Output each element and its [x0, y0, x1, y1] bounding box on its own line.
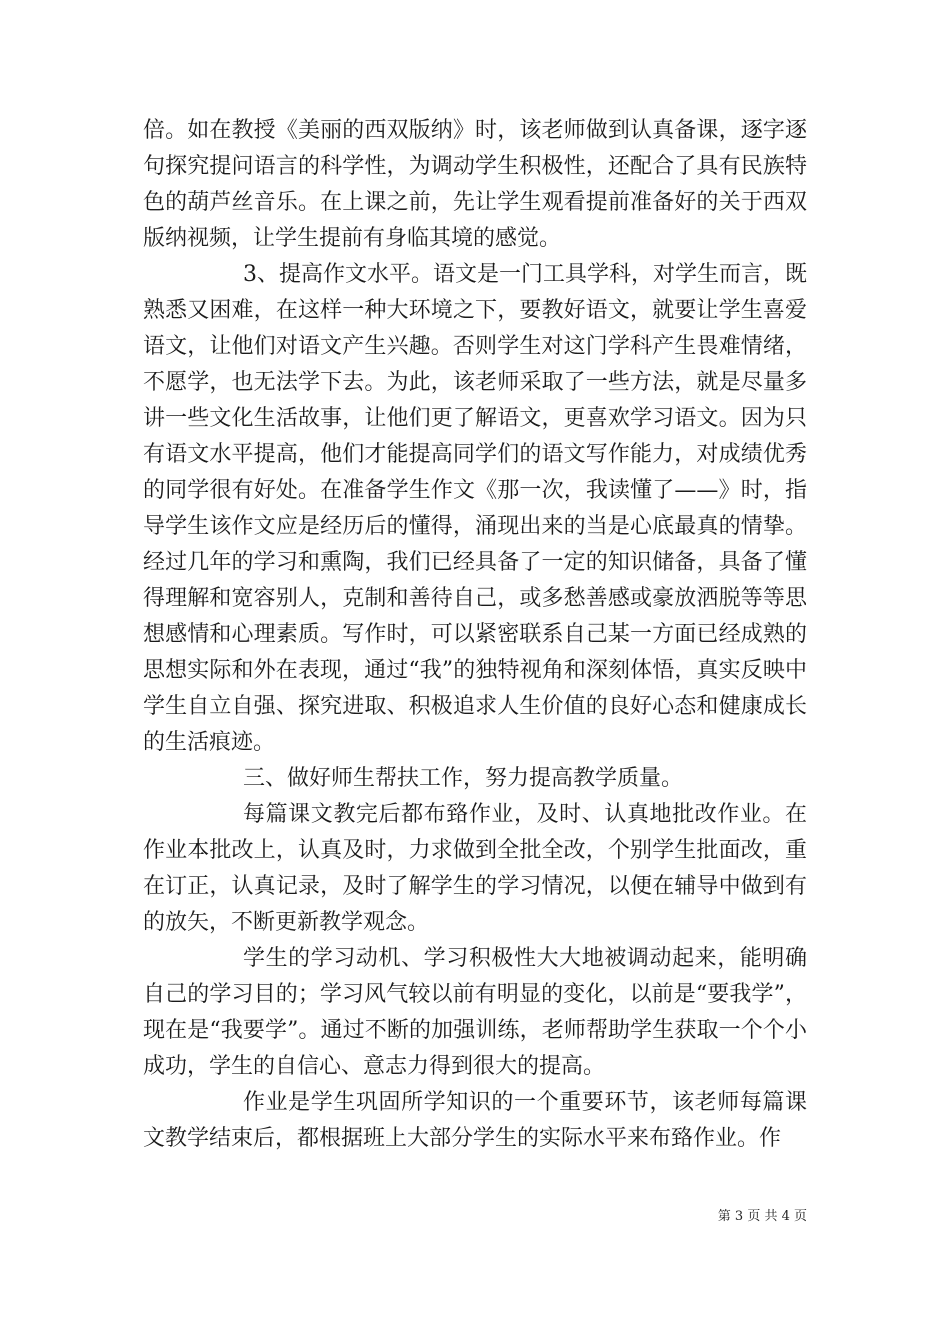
paragraph-student-motivation: 学生的学习动机、学习积极性大大地被调动起来，能明确自己的学习目的；学习风气较以前有明显的变化，以前是“要我学”，现在是“我要学”。通过不断的加强训练，老师帮助学生获取一个个小成功，学生的自信心、意志力得到很大的提高。	[143, 946, 807, 1079]
document-body	[143, 113, 807, 1157]
paragraph-homework-importance: 作业是学生巩固所学知识的一个重要环节，该老师每篇课文教学结束后，都根据班上大部分学生的实际水平来布臵作业。作	[143, 1090, 807, 1151]
paragraph-homework-correction: 每篇课文教完后都布臵作业，及时、认真地批改作业。在作业本批改上，认真及时，力求做到全批全改，个别学生批面改，重在订正，认真记录，及时了解学生的学习情况，以便在辅导中做到有的放矢，不断更新教学观念。	[143, 802, 807, 935]
page-footer: 第 3 页 共 4 页	[717, 1209, 807, 1224]
paragraph-continuation: 倍。如在教授《美丽的西双版纳》时，该老师做到认真备课，逐字逐句探究提问语言的科学性，为调动学生积极性，还配合了具有民族特色的葫芦丝音乐。在上课之前，先让学生观看提前准备好的关于西双版纳视频，让学生提前有身临其境的感觉。	[143, 118, 807, 251]
paragraph-writing-level: 3、提高作文水平。语文是一门工具学科，对学生而言，既熟悉又困难，在这样一种大环境之下，要教好语文，就要让学生喜爱语文，让他们对语文产生兴趣。否则学生对这门学科产生畏难情绪，不愿学，也无法学下去。为此，该老师采取了一些方法，就是尽量多讲一些文化生活故事，让他们更了解语文，更喜欢学习语文。因为只有语文水平提高，他们才能提高同学们的语文写作能力，对成绩优秀的同学很有好处。在准备学生作文《那一次，我读懂了——》时，指导学生该作文应是经历后的懂得，涌现出来的当是心底最真的情挚。经过几年的学习和熏陶，我们已经具备了一定的知识储备，具备了懂得理解和宽容别人，克制和善待自己，或多愁善感或豪放洒脱等等思想感情和心理素质。写作时，可以紧密联系自己某一方面已经成熟的思想实际和外在表现，通过“我”的独特视角和深刻体悟，真实反映中学生自立自强、探究进取、积极追求人生价值的良好心态和健康成长的生活痕迹。	[143, 262, 807, 755]
section-heading-three: 三、做好师生帮扶工作，努力提高教学质量。	[243, 766, 684, 791]
